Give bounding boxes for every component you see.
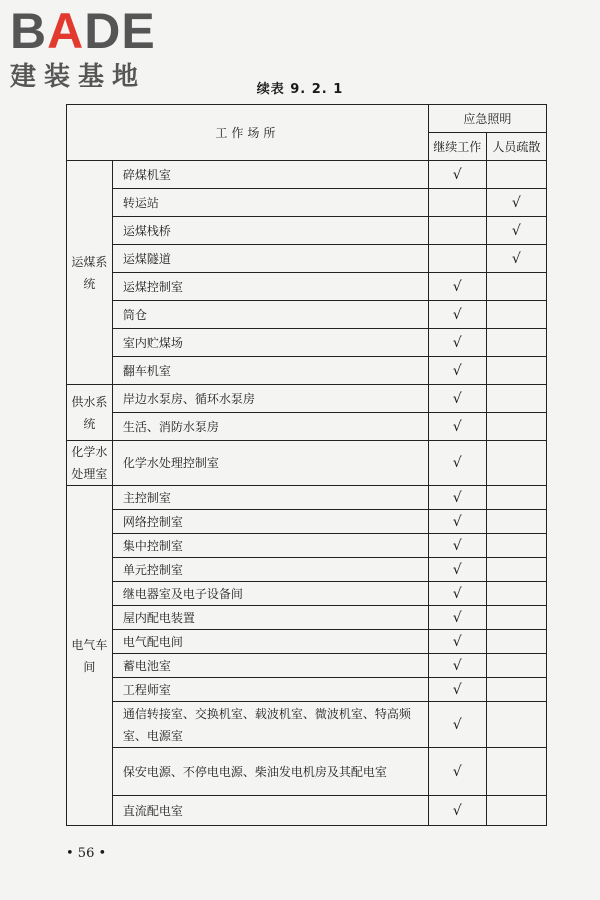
place-cell: 翻车机室 bbox=[112, 357, 428, 385]
evacuation-cell bbox=[486, 413, 546, 441]
evacuation-cell bbox=[486, 329, 546, 357]
continue-work-cell: √ bbox=[428, 654, 486, 678]
table-row bbox=[67, 301, 547, 329]
table-row bbox=[67, 329, 547, 357]
table-row bbox=[67, 654, 547, 678]
continue-work-cell: √ bbox=[428, 702, 486, 748]
continue-work-cell: √ bbox=[428, 486, 486, 510]
table-row bbox=[67, 748, 547, 796]
group-label: 运煤系统 bbox=[67, 161, 113, 385]
table-row bbox=[67, 510, 547, 534]
continue-work-cell: √ bbox=[428, 582, 486, 606]
continue-work-cell: √ bbox=[428, 606, 486, 630]
evacuation-cell bbox=[486, 273, 546, 301]
table-row bbox=[67, 273, 547, 301]
continue-work-cell bbox=[428, 189, 486, 217]
evacuation-cell bbox=[486, 161, 546, 189]
table-row bbox=[67, 702, 547, 748]
group-label: 电气车间 bbox=[67, 486, 113, 826]
evacuation-cell bbox=[486, 630, 546, 654]
place-cell: 继电器室及电子设备间 bbox=[112, 582, 428, 606]
table-row bbox=[67, 161, 547, 189]
table-body bbox=[67, 161, 547, 826]
place-cell: 保安电源、不停电电源、柴油发电机房及其配电室 bbox=[112, 748, 428, 796]
evacuation-cell bbox=[486, 796, 546, 826]
header-evacuation: 人员疏散 bbox=[486, 133, 546, 161]
evacuation-cell bbox=[486, 534, 546, 558]
table-row bbox=[67, 385, 547, 413]
table-row bbox=[67, 606, 547, 630]
table-row bbox=[67, 558, 547, 582]
evacuation-cell bbox=[486, 301, 546, 329]
place-cell: 直流配电室 bbox=[112, 796, 428, 826]
logo-letters-post: DE bbox=[84, 3, 156, 59]
evacuation-cell: √ bbox=[486, 189, 546, 217]
group-label: 供水系统 bbox=[67, 385, 113, 441]
place-cell: 单元控制室 bbox=[112, 558, 428, 582]
logo-subtitle: 建装基地 bbox=[10, 62, 147, 92]
table-row bbox=[67, 796, 547, 826]
evacuation-cell: √ bbox=[486, 217, 546, 245]
place-cell: 筒仓 bbox=[112, 301, 428, 329]
header-place: 工作场所 bbox=[67, 105, 429, 161]
continue-work-cell: √ bbox=[428, 678, 486, 702]
place-cell: 主控制室 bbox=[112, 486, 428, 510]
table-row bbox=[67, 441, 547, 486]
table-row bbox=[67, 678, 547, 702]
continue-work-cell bbox=[428, 217, 486, 245]
page-number: • 56 • bbox=[66, 846, 107, 861]
continue-work-cell: √ bbox=[428, 413, 486, 441]
evacuation-cell bbox=[486, 582, 546, 606]
place-cell: 生活、消防水泵房 bbox=[112, 413, 428, 441]
logo-letters-pre: B bbox=[10, 3, 48, 59]
continue-work-cell: √ bbox=[428, 161, 486, 189]
table-row bbox=[67, 245, 547, 273]
continue-work-cell: √ bbox=[428, 748, 486, 796]
evacuation-cell bbox=[486, 486, 546, 510]
continue-work-cell: √ bbox=[428, 273, 486, 301]
table-row bbox=[67, 217, 547, 245]
place-cell: 通信转接室、交换机室、载波机室、微波机室、特高频室、电源室 bbox=[112, 702, 428, 748]
logo-wordmark bbox=[10, 3, 156, 59]
continue-work-cell: √ bbox=[428, 357, 486, 385]
continue-work-cell: √ bbox=[428, 558, 486, 582]
continue-work-cell: √ bbox=[428, 796, 486, 826]
logo-letter-accent: A bbox=[47, 3, 85, 59]
continue-work-cell: √ bbox=[428, 630, 486, 654]
evacuation-cell bbox=[486, 357, 546, 385]
header-emergency-lighting: 应急照明 bbox=[428, 105, 546, 133]
evacuation-cell bbox=[486, 678, 546, 702]
continue-work-cell: √ bbox=[428, 534, 486, 558]
place-cell: 网络控制室 bbox=[112, 510, 428, 534]
evacuation-cell bbox=[486, 510, 546, 534]
continue-work-cell: √ bbox=[428, 385, 486, 413]
header-continue-work: 继续工作 bbox=[428, 133, 486, 161]
table-row bbox=[67, 486, 547, 510]
evacuation-cell bbox=[486, 558, 546, 582]
place-cell: 电气配电间 bbox=[112, 630, 428, 654]
place-cell: 室内贮煤场 bbox=[112, 329, 428, 357]
place-cell: 化学水处理控制室 bbox=[112, 441, 428, 486]
evacuation-cell bbox=[486, 654, 546, 678]
place-cell: 集中控制室 bbox=[112, 534, 428, 558]
table-row bbox=[67, 582, 547, 606]
place-cell: 运煤控制室 bbox=[112, 273, 428, 301]
place-cell: 碎煤机室 bbox=[112, 161, 428, 189]
table-row bbox=[67, 189, 547, 217]
table-row bbox=[67, 534, 547, 558]
place-cell: 岸边水泵房、循环水泵房 bbox=[112, 385, 428, 413]
place-cell: 转运站 bbox=[112, 189, 428, 217]
place-cell: 运煤隧道 bbox=[112, 245, 428, 273]
continue-work-cell: √ bbox=[428, 441, 486, 486]
evacuation-cell bbox=[486, 702, 546, 748]
evacuation-cell bbox=[486, 441, 546, 486]
continue-work-cell: √ bbox=[428, 301, 486, 329]
place-cell: 蓄电池室 bbox=[112, 654, 428, 678]
lighting-table bbox=[66, 104, 547, 826]
evacuation-cell bbox=[486, 385, 546, 413]
continue-work-cell: √ bbox=[428, 510, 486, 534]
group-label: 化学水处理室 bbox=[67, 441, 113, 486]
place-cell: 工程师室 bbox=[112, 678, 428, 702]
evacuation-cell: √ bbox=[486, 245, 546, 273]
place-cell: 运煤栈桥 bbox=[112, 217, 428, 245]
table-row bbox=[67, 413, 547, 441]
continue-work-cell: √ bbox=[428, 329, 486, 357]
place-cell: 屋内配电装置 bbox=[112, 606, 428, 630]
evacuation-cell bbox=[486, 748, 546, 796]
table-row bbox=[67, 357, 547, 385]
table-row bbox=[67, 630, 547, 654]
table-caption: 续表 9. 2. 1 bbox=[256, 82, 344, 97]
continue-work-cell bbox=[428, 245, 486, 273]
evacuation-cell bbox=[486, 606, 546, 630]
